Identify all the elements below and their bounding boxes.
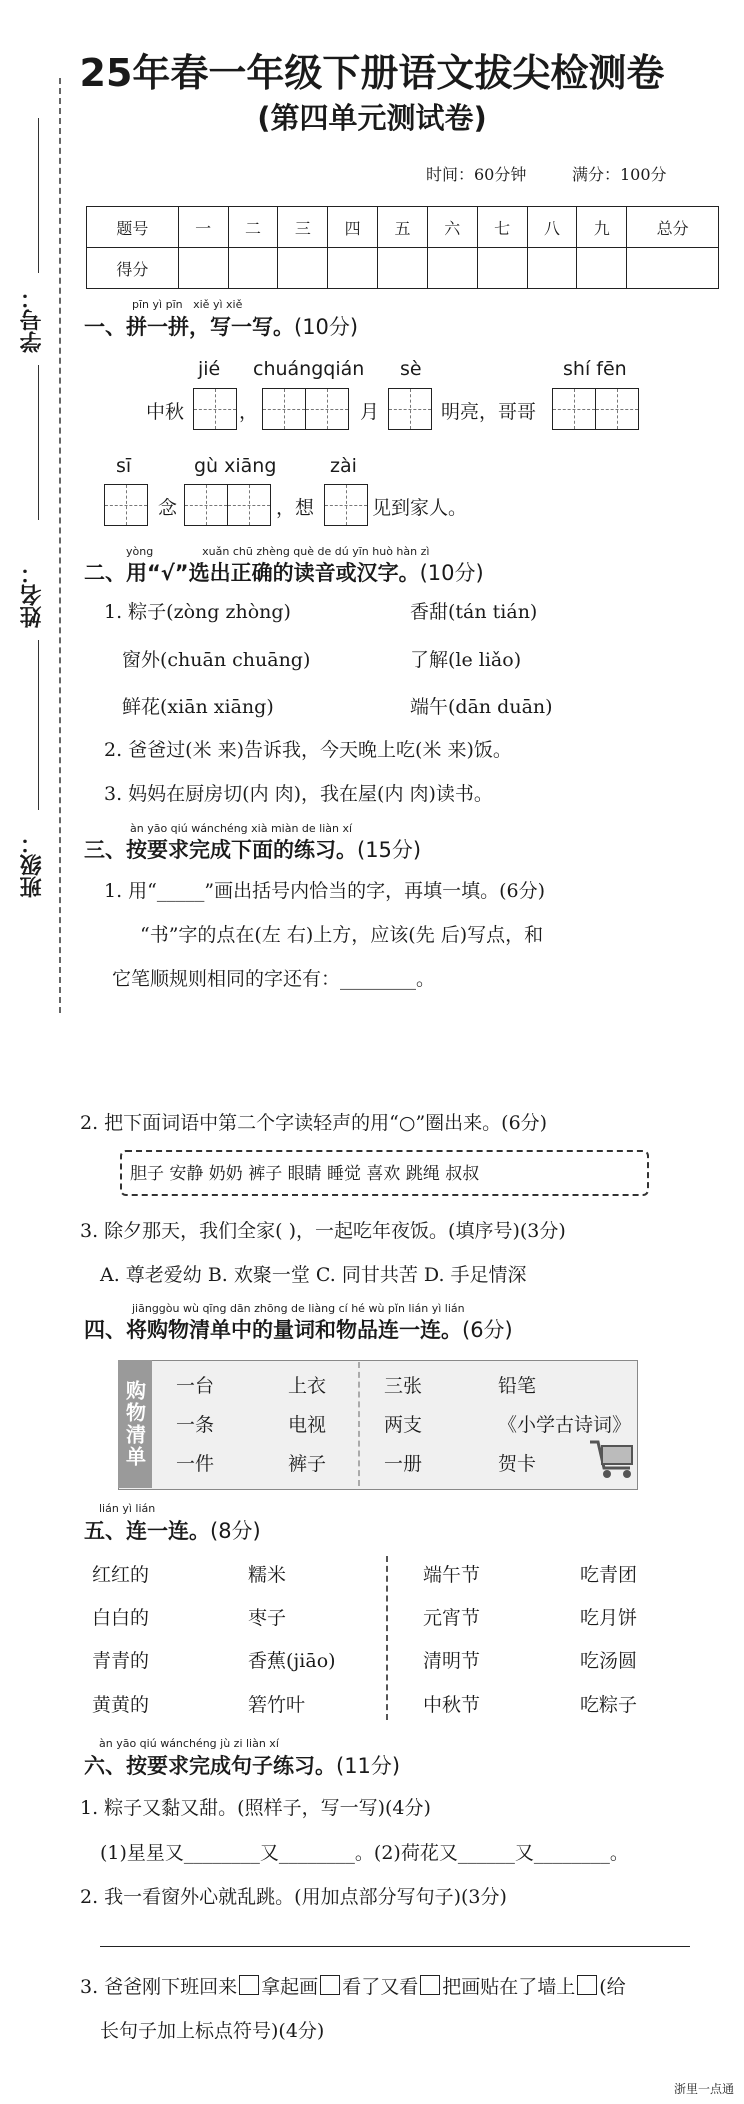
- full-score-info: 满分：100分: [572, 165, 667, 184]
- s3-q1: 1. 用“_____”画出括号内恰当的字，再填一填。(6分): [104, 880, 546, 902]
- score-cell[interactable]: [427, 248, 477, 289]
- score-table-score-row: [87, 248, 719, 289]
- s4-c4-2[interactable]: 《小学古诗词》: [498, 1414, 632, 1436]
- s4-c2-1[interactable]: 上衣: [288, 1375, 327, 1397]
- s1-text-xiang: ，想: [276, 497, 315, 519]
- s3-q1a: “书”字的点在(左 右)上方，应该(先 后)写点，和: [140, 924, 544, 946]
- score-cell[interactable]: [477, 248, 527, 289]
- score-cell[interactable]: [527, 248, 577, 289]
- score-col: 三: [278, 207, 328, 248]
- punct-box[interactable]: [577, 1975, 597, 1995]
- class-label: 班级：: [20, 832, 45, 898]
- time-info: 时间：60分钟: [426, 165, 527, 184]
- binding-dashed-line: [59, 78, 61, 1013]
- s1-py-chuangqian: chuángqián: [253, 358, 365, 380]
- s2-item-liaojie: 了解(le liǎo): [410, 649, 522, 671]
- s1-pinyin: pīn yì pīn xiě yì xiě: [132, 298, 243, 311]
- s4-c4-3[interactable]: 贺卡: [498, 1453, 537, 1475]
- section-4-heading: 四、将购物清单中的量词和物品连一连。(6分): [84, 1318, 513, 1342]
- section-5-heading: 五、连一连。(8分): [84, 1519, 261, 1543]
- s4-c2-3[interactable]: 裤子: [288, 1453, 327, 1475]
- s5-c3-2[interactable]: 元宵节: [423, 1607, 481, 1629]
- s5-c3-4[interactable]: 中秋节: [423, 1694, 481, 1716]
- score-table-row2-label: 得分: [87, 248, 179, 289]
- s2-q3: 3. 妈妈在厨房切(内 肉)，我在屋(内 肉)读书。: [104, 783, 493, 805]
- s1-text-jiandao: 见到家人。: [372, 497, 468, 519]
- s4-c3-3[interactable]: 一册: [384, 1453, 423, 1475]
- footer-brand: 浙里一点通: [673, 2082, 734, 2096]
- score-cell[interactable]: [328, 248, 378, 289]
- section-2-heading: 二、用“√”选出正确的读音或汉字。(10分): [84, 561, 484, 585]
- s4-c4-1[interactable]: 铅笔: [498, 1375, 537, 1397]
- s1-grid-zai[interactable]: [324, 484, 368, 526]
- s6-q1: 1. 粽子又黏又甜。(照样子，写一写)(4分): [80, 1797, 431, 1819]
- s6-q1a[interactable]: (1)星星又________又________。(2)荷花又______又________。: [100, 1842, 629, 1864]
- s2-item-xianhua: 鲜花(xiān xiāng): [122, 696, 274, 718]
- score-col: 九: [577, 207, 627, 248]
- s3-q2: 2. 把下面词语中第二个字读轻声的用“○”圈出来。(6分): [80, 1112, 548, 1134]
- s5-c1-3[interactable]: 青青的: [92, 1650, 150, 1672]
- s3-q1b: 它笔顺规则相同的字还有：________。: [112, 968, 436, 990]
- s4-c3-1[interactable]: 三张: [384, 1375, 423, 1397]
- punct-box[interactable]: [320, 1975, 340, 1995]
- s1-text-nian: 念: [158, 497, 178, 519]
- s5-c3-1[interactable]: 端午节: [423, 1564, 481, 1586]
- score-table-row1-label: 题号: [87, 207, 179, 248]
- section-1-heading: 一、拼一拼，写一写。(10分): [84, 315, 359, 339]
- s1-grid-guxiang[interactable]: [184, 484, 271, 526]
- page-title: 25年春一年级下册语文拔尖检测卷: [79, 51, 665, 95]
- s2-item-duanwu: 端午(dān duān): [410, 696, 553, 718]
- s1-grid-jie[interactable]: [193, 388, 237, 430]
- s1-text-zhongqiu: 中秋: [146, 401, 185, 423]
- s5-divider: [386, 1556, 388, 1720]
- score-table: [86, 206, 719, 289]
- s1-grid-se[interactable]: [388, 388, 432, 430]
- s2-pinyin: yòng xuǎn chū zhèng què de dú yīn huò hàn zì: [126, 545, 430, 558]
- s5-c1-4[interactable]: 黄黄的: [92, 1694, 150, 1716]
- score-col: 八: [527, 207, 577, 248]
- s2-item-zongzi: 1. 粽子(zòng zhòng): [104, 601, 291, 623]
- score-col: 四: [328, 207, 378, 248]
- s5-c4-3[interactable]: 吃汤圆: [580, 1650, 638, 1672]
- s4-c1-3[interactable]: 一件: [176, 1453, 215, 1475]
- s5-pinyin: lián yì lián: [99, 1502, 156, 1515]
- s5-c3-3[interactable]: 清明节: [423, 1650, 481, 1672]
- s3-pinyin: àn yāo qiú wánchéng xià miàn de liàn xí: [130, 822, 353, 835]
- score-cell[interactable]: [228, 248, 278, 289]
- s5-c1-2[interactable]: 白白的: [92, 1607, 150, 1629]
- s4-c1-2[interactable]: 一条: [176, 1414, 215, 1436]
- score-cell[interactable]: [178, 248, 228, 289]
- score-cell[interactable]: [577, 248, 627, 289]
- score-col: 六: [427, 207, 477, 248]
- score-cell[interactable]: [278, 248, 328, 289]
- s6-pinyin: àn yāo qiú wánchéng jù zi liàn xí: [99, 1737, 279, 1750]
- s1-py-jie: jié: [198, 358, 221, 380]
- s1-py-shifen: shí fēn: [563, 358, 627, 380]
- student-id-line: [38, 118, 39, 273]
- s1-grid-shifen[interactable]: [552, 388, 639, 430]
- section-6-heading: 六、按要求完成句子练习。(11分): [84, 1754, 401, 1778]
- score-cell[interactable]: [378, 248, 428, 289]
- score-table-header-row: [87, 207, 719, 248]
- s3-q3: 3. 除夕那天，我们全家( )，一起吃年夜饭。(填序号)(3分): [80, 1220, 566, 1242]
- shopping-list-divider: [358, 1362, 360, 1486]
- s5-c1-1[interactable]: 红红的: [92, 1564, 150, 1586]
- score-col: 二: [228, 207, 278, 248]
- punct-box[interactable]: [420, 1975, 440, 1995]
- s1-py-se: sè: [400, 358, 422, 380]
- s6-q3: 3. 爸爸刚下班回来 拿起画 看了又看 把画贴在了墙上 (给: [80, 1976, 626, 1998]
- shopping-cart-icon: [586, 1432, 638, 1484]
- punct-box[interactable]: [239, 1975, 259, 1995]
- s1-text-yue: 月: [360, 401, 380, 423]
- s4-c3-2[interactable]: 两支: [384, 1414, 423, 1436]
- s2-item-chuangwai: 窗外(chuān chuāng): [122, 649, 311, 671]
- s4-c2-2[interactable]: 电视: [288, 1414, 327, 1436]
- s6-q2-answer-line[interactable]: [100, 1946, 690, 1947]
- page-subtitle: (第四单元测试卷): [257, 101, 487, 135]
- s1-text-comma: ，: [239, 401, 259, 423]
- s1-py-zai: zài: [330, 455, 357, 477]
- shopping-list-label: 购物清单: [118, 1360, 152, 1488]
- s5-c4-2[interactable]: 吃月饼: [580, 1607, 638, 1629]
- s3-options[interactable]: A. 尊老爱幼 B. 欢聚一堂 C. 同甘共苦 D. 手足情深: [100, 1264, 527, 1286]
- section-3-heading: 三、按要求完成下面的练习。(15分): [84, 838, 422, 862]
- student-name-label: 姓名：: [20, 562, 45, 628]
- s5-c2-2[interactable]: 枣子: [248, 1607, 287, 1629]
- s5-c2-3[interactable]: 香蕉(jiāo): [248, 1650, 336, 1672]
- s5-c4-1[interactable]: 吃青团: [580, 1564, 638, 1586]
- score-cell[interactable]: [627, 248, 719, 289]
- score-col: 总分: [627, 207, 719, 248]
- s2-q2: 2. 爸爸过(米 来)告诉我，今天晚上吃(米 来)饭。: [104, 739, 512, 761]
- s1-py-si: sī: [116, 455, 132, 477]
- word-list[interactable]: 胆子 安静 奶奶 裤子 眼睛 睡觉 喜欢 跳绳 叔叔: [130, 1164, 480, 1184]
- s4-c1-1[interactable]: 一台: [176, 1375, 215, 1397]
- s1-py-guxiang: gù xiāng: [194, 455, 277, 477]
- score-col: 五: [378, 207, 428, 248]
- student-name-line-top: [38, 365, 39, 520]
- s5-c2-1[interactable]: 糯米: [248, 1564, 287, 1586]
- s1-text-mingliang: 明亮，哥哥: [441, 401, 537, 423]
- score-col: 七: [477, 207, 527, 248]
- s1-grid-chuangqian[interactable]: [262, 388, 349, 430]
- s5-c2-4[interactable]: 箬竹叶: [248, 1694, 306, 1716]
- student-name-line: [38, 640, 39, 810]
- s5-c4-4[interactable]: 吃粽子: [580, 1694, 638, 1716]
- s6-q3-cont: 长句子加上标点符号)(4分): [100, 2020, 325, 2042]
- s2-item-xiangtian: 香甜(tán tián): [410, 601, 538, 623]
- s6-q2: 2. 我一看窗外心就乱跳。(用加点部分写句子)(3分): [80, 1886, 507, 1908]
- s4-pinyin: jiānggòu wù qīng dān zhōng de liàng cí hé wù pǐn lián yì lián: [132, 1302, 465, 1315]
- s1-grid-si[interactable]: [104, 484, 148, 526]
- student-id-label: 学号：: [20, 287, 45, 353]
- score-col: 一: [178, 207, 228, 248]
